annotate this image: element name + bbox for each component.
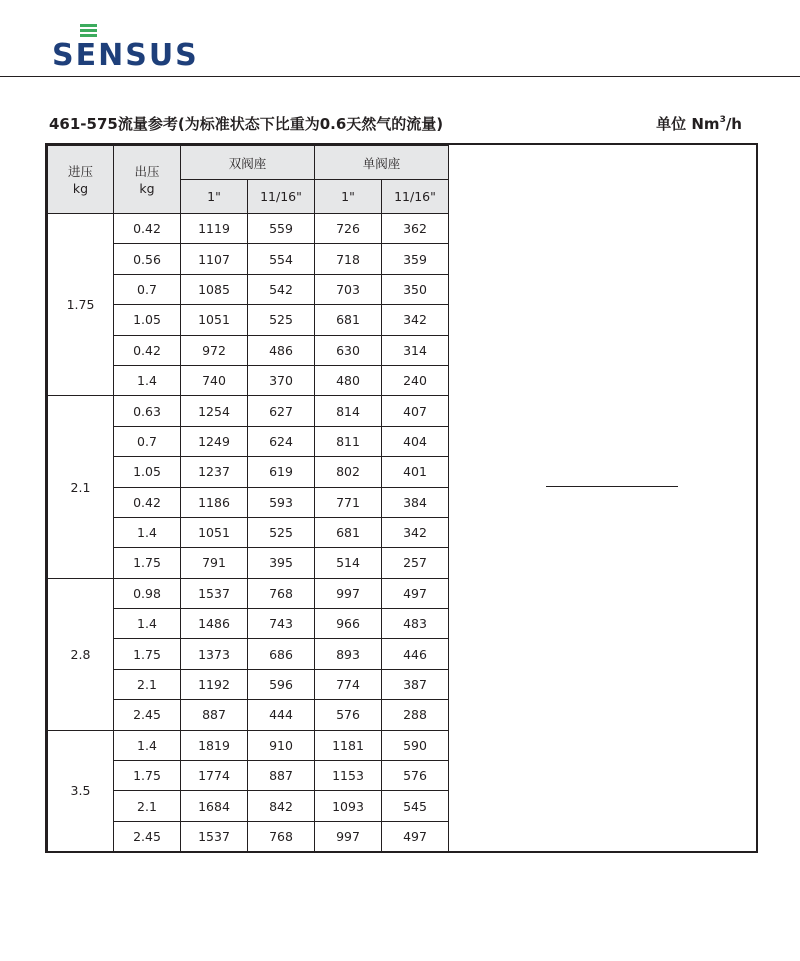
single-seat-1in-cell: 630 <box>315 335 382 365</box>
double-seat-11-16-cell: 486 <box>248 335 315 365</box>
double-seat-11-16-cell: 596 <box>248 669 315 699</box>
double-seat-1in-cell: 1537 <box>181 578 248 608</box>
double-seat-11-16-cell: 525 <box>248 517 315 547</box>
double-seat-1in-cell: 1254 <box>181 396 248 426</box>
single-seat-11-16-cell: 359 <box>382 244 449 274</box>
double-seat-11-16-cell: 686 <box>248 639 315 669</box>
sensus-logo <box>52 24 208 73</box>
single-seat-11-16-cell: 240 <box>382 365 449 395</box>
single-seat-11-16-cell: 497 <box>382 821 449 851</box>
single-seat-1in-cell: 718 <box>315 244 382 274</box>
single-seat-1in-cell: 726 <box>315 214 382 244</box>
single-seat-1in-cell: 802 <box>315 457 382 487</box>
double-seat-11-16-cell: 768 <box>248 578 315 608</box>
single-seat-11-16-cell: 545 <box>382 791 449 821</box>
outlet-pressure-header: 出压 kg <box>114 146 181 214</box>
single-seat-1in-cell: 681 <box>315 305 382 335</box>
single-seat-11-16-cell: 288 <box>382 700 449 730</box>
single-seat-11-16-cell: 342 <box>382 305 449 335</box>
double-seat-1in-cell: 1051 <box>181 517 248 547</box>
double-seat-1in-cell: 887 <box>181 700 248 730</box>
outlet-pressure-cell: 2.1 <box>114 669 181 699</box>
outlet-pressure-cell: 1.4 <box>114 609 181 639</box>
double-seat-1in-cell: 1119 <box>181 214 248 244</box>
single-seat-1in-cell: 771 <box>315 487 382 517</box>
single-seat-11-16-cell: 362 <box>382 214 449 244</box>
single-seat-1in-cell: 774 <box>315 669 382 699</box>
outlet-pressure-cell: 2.45 <box>114 700 181 730</box>
double-seat-11-16-cell: 887 <box>248 761 315 791</box>
logo-bars-icon <box>80 24 97 39</box>
double-seat-1in-cell: 1537 <box>181 821 248 851</box>
double-seat-1in-cell: 1051 <box>181 305 248 335</box>
outlet-pressure-cell: 0.42 <box>114 487 181 517</box>
double-seat-1in-cell: 1192 <box>181 669 248 699</box>
double-seat-1in-cell: 1107 <box>181 244 248 274</box>
double-seat-1in-cell: 1373 <box>181 639 248 669</box>
double-seat-1in-cell: 1186 <box>181 487 248 517</box>
double-seat-11-16-cell: 593 <box>248 487 315 517</box>
outlet-pressure-cell: 1.4 <box>114 365 181 395</box>
single-seat-11-16-cell: 576 <box>382 761 449 791</box>
double-seat-11-16-cell: 395 <box>248 548 315 578</box>
single-seat-1in-cell: 514 <box>315 548 382 578</box>
table-row <box>48 214 449 244</box>
inlet-pressure-cell: 2.1 <box>48 396 114 578</box>
single-seat-1in-cell: 997 <box>315 578 382 608</box>
outlet-pressure-cell: 1.05 <box>114 457 181 487</box>
double-seat-11-16-cell: 768 <box>248 821 315 851</box>
flow-table-frame <box>45 143 758 853</box>
single-seat-11-16-cell: 407 <box>382 396 449 426</box>
outlet-pressure-cell: 0.7 <box>114 274 181 304</box>
double-seat-header: 双阀座 <box>181 146 315 180</box>
double-seat-11-16-cell: 525 <box>248 305 315 335</box>
inlet-pressure-cell: 2.8 <box>48 578 114 730</box>
single-seat-11-16-cell: 342 <box>382 517 449 547</box>
logo-wordmark: SENSUS <box>52 38 199 73</box>
single-seat-1in-cell: 997 <box>315 821 382 851</box>
outlet-pressure-cell: 1.75 <box>114 639 181 669</box>
table-row <box>48 730 449 760</box>
outlet-pressure-cell: 0.56 <box>114 244 181 274</box>
double-seat-11-16-cell: 444 <box>248 700 315 730</box>
flow-table-body <box>48 214 449 852</box>
double-seat-1in-cell: 1249 <box>181 426 248 456</box>
outlet-pressure-cell: 0.42 <box>114 335 181 365</box>
double-seat-1in-cell: 1684 <box>181 791 248 821</box>
flow-table <box>47 145 449 852</box>
double-seat-11-16-cell: 559 <box>248 214 315 244</box>
single-seat-1in-cell: 1181 <box>315 730 382 760</box>
single-seat-11-16-cell: 404 <box>382 426 449 456</box>
single-seat-11-16-cell: 401 <box>382 457 449 487</box>
double-seat-size-11-16-header: 11/16" <box>248 180 315 214</box>
double-seat-11-16-cell: 627 <box>248 396 315 426</box>
double-seat-11-16-cell: 624 <box>248 426 315 456</box>
double-seat-size-1in-header: 1" <box>181 180 248 214</box>
double-seat-11-16-cell: 910 <box>248 730 315 760</box>
single-seat-1in-cell: 480 <box>315 365 382 395</box>
double-seat-1in-cell: 740 <box>181 365 248 395</box>
header-divider <box>0 76 800 77</box>
single-seat-11-16-cell: 314 <box>382 335 449 365</box>
unit-label: 单位 Nm$^3$/h <box>656 115 742 133</box>
outlet-pressure-cell: 1.75 <box>114 761 181 791</box>
double-seat-11-16-cell: 743 <box>248 609 315 639</box>
double-seat-11-16-cell: 554 <box>248 244 315 274</box>
single-seat-11-16-cell: 483 <box>382 609 449 639</box>
single-seat-header: 单阀座 <box>315 146 449 180</box>
single-seat-11-16-cell: 387 <box>382 669 449 699</box>
single-seat-1in-cell: 576 <box>315 700 382 730</box>
single-seat-1in-cell: 703 <box>315 274 382 304</box>
outlet-pressure-cell: 1.05 <box>114 305 181 335</box>
outlet-pressure-cell: 0.42 <box>114 214 181 244</box>
double-seat-11-16-cell: 370 <box>248 365 315 395</box>
outlet-pressure-cell: 0.98 <box>114 578 181 608</box>
single-seat-11-16-cell: 350 <box>382 274 449 304</box>
double-seat-11-16-cell: 542 <box>248 274 315 304</box>
single-seat-11-16-cell: 590 <box>382 730 449 760</box>
table-row <box>48 396 449 426</box>
single-seat-1in-cell: 811 <box>315 426 382 456</box>
double-seat-1in-cell: 1774 <box>181 761 248 791</box>
outlet-pressure-cell: 0.7 <box>114 426 181 456</box>
double-seat-1in-cell: 791 <box>181 548 248 578</box>
single-seat-1in-cell: 681 <box>315 517 382 547</box>
outlet-pressure-cell: 1.75 <box>114 548 181 578</box>
document-title: 461-575流量参考(为标准状态下比重为0.6天然气的流量) <box>49 115 444 133</box>
double-seat-1in-cell: 1486 <box>181 609 248 639</box>
single-seat-11-16-cell: 446 <box>382 639 449 669</box>
double-seat-1in-cell: 972 <box>181 335 248 365</box>
single-seat-1in-cell: 814 <box>315 396 382 426</box>
double-seat-1in-cell: 1085 <box>181 274 248 304</box>
single-seat-1in-cell: 893 <box>315 639 382 669</box>
single-seat-1in-cell: 966 <box>315 609 382 639</box>
single-seat-size-11-16-header: 11/16" <box>382 180 449 214</box>
double-seat-1in-cell: 1819 <box>181 730 248 760</box>
outlet-pressure-cell: 0.63 <box>114 396 181 426</box>
double-seat-11-16-cell: 619 <box>248 457 315 487</box>
outlet-pressure-cell: 1.4 <box>114 730 181 760</box>
single-seat-size-1in-header: 1" <box>315 180 382 214</box>
single-seat-11-16-cell: 257 <box>382 548 449 578</box>
single-seat-11-16-cell: 384 <box>382 487 449 517</box>
inlet-pressure-cell: 1.75 <box>48 214 114 396</box>
single-seat-1in-cell: 1093 <box>315 791 382 821</box>
single-seat-11-16-cell: 497 <box>382 578 449 608</box>
inlet-pressure-header: 进压 kg <box>48 146 114 214</box>
outlet-pressure-cell: 1.4 <box>114 517 181 547</box>
table-row <box>48 578 449 608</box>
outlet-pressure-cell: 2.1 <box>114 791 181 821</box>
outlet-pressure-cell: 2.45 <box>114 821 181 851</box>
inlet-pressure-cell: 3.5 <box>48 730 114 852</box>
double-seat-11-16-cell: 842 <box>248 791 315 821</box>
double-seat-1in-cell: 1237 <box>181 457 248 487</box>
blank-area-rule <box>546 486 678 487</box>
single-seat-1in-cell: 1153 <box>315 761 382 791</box>
